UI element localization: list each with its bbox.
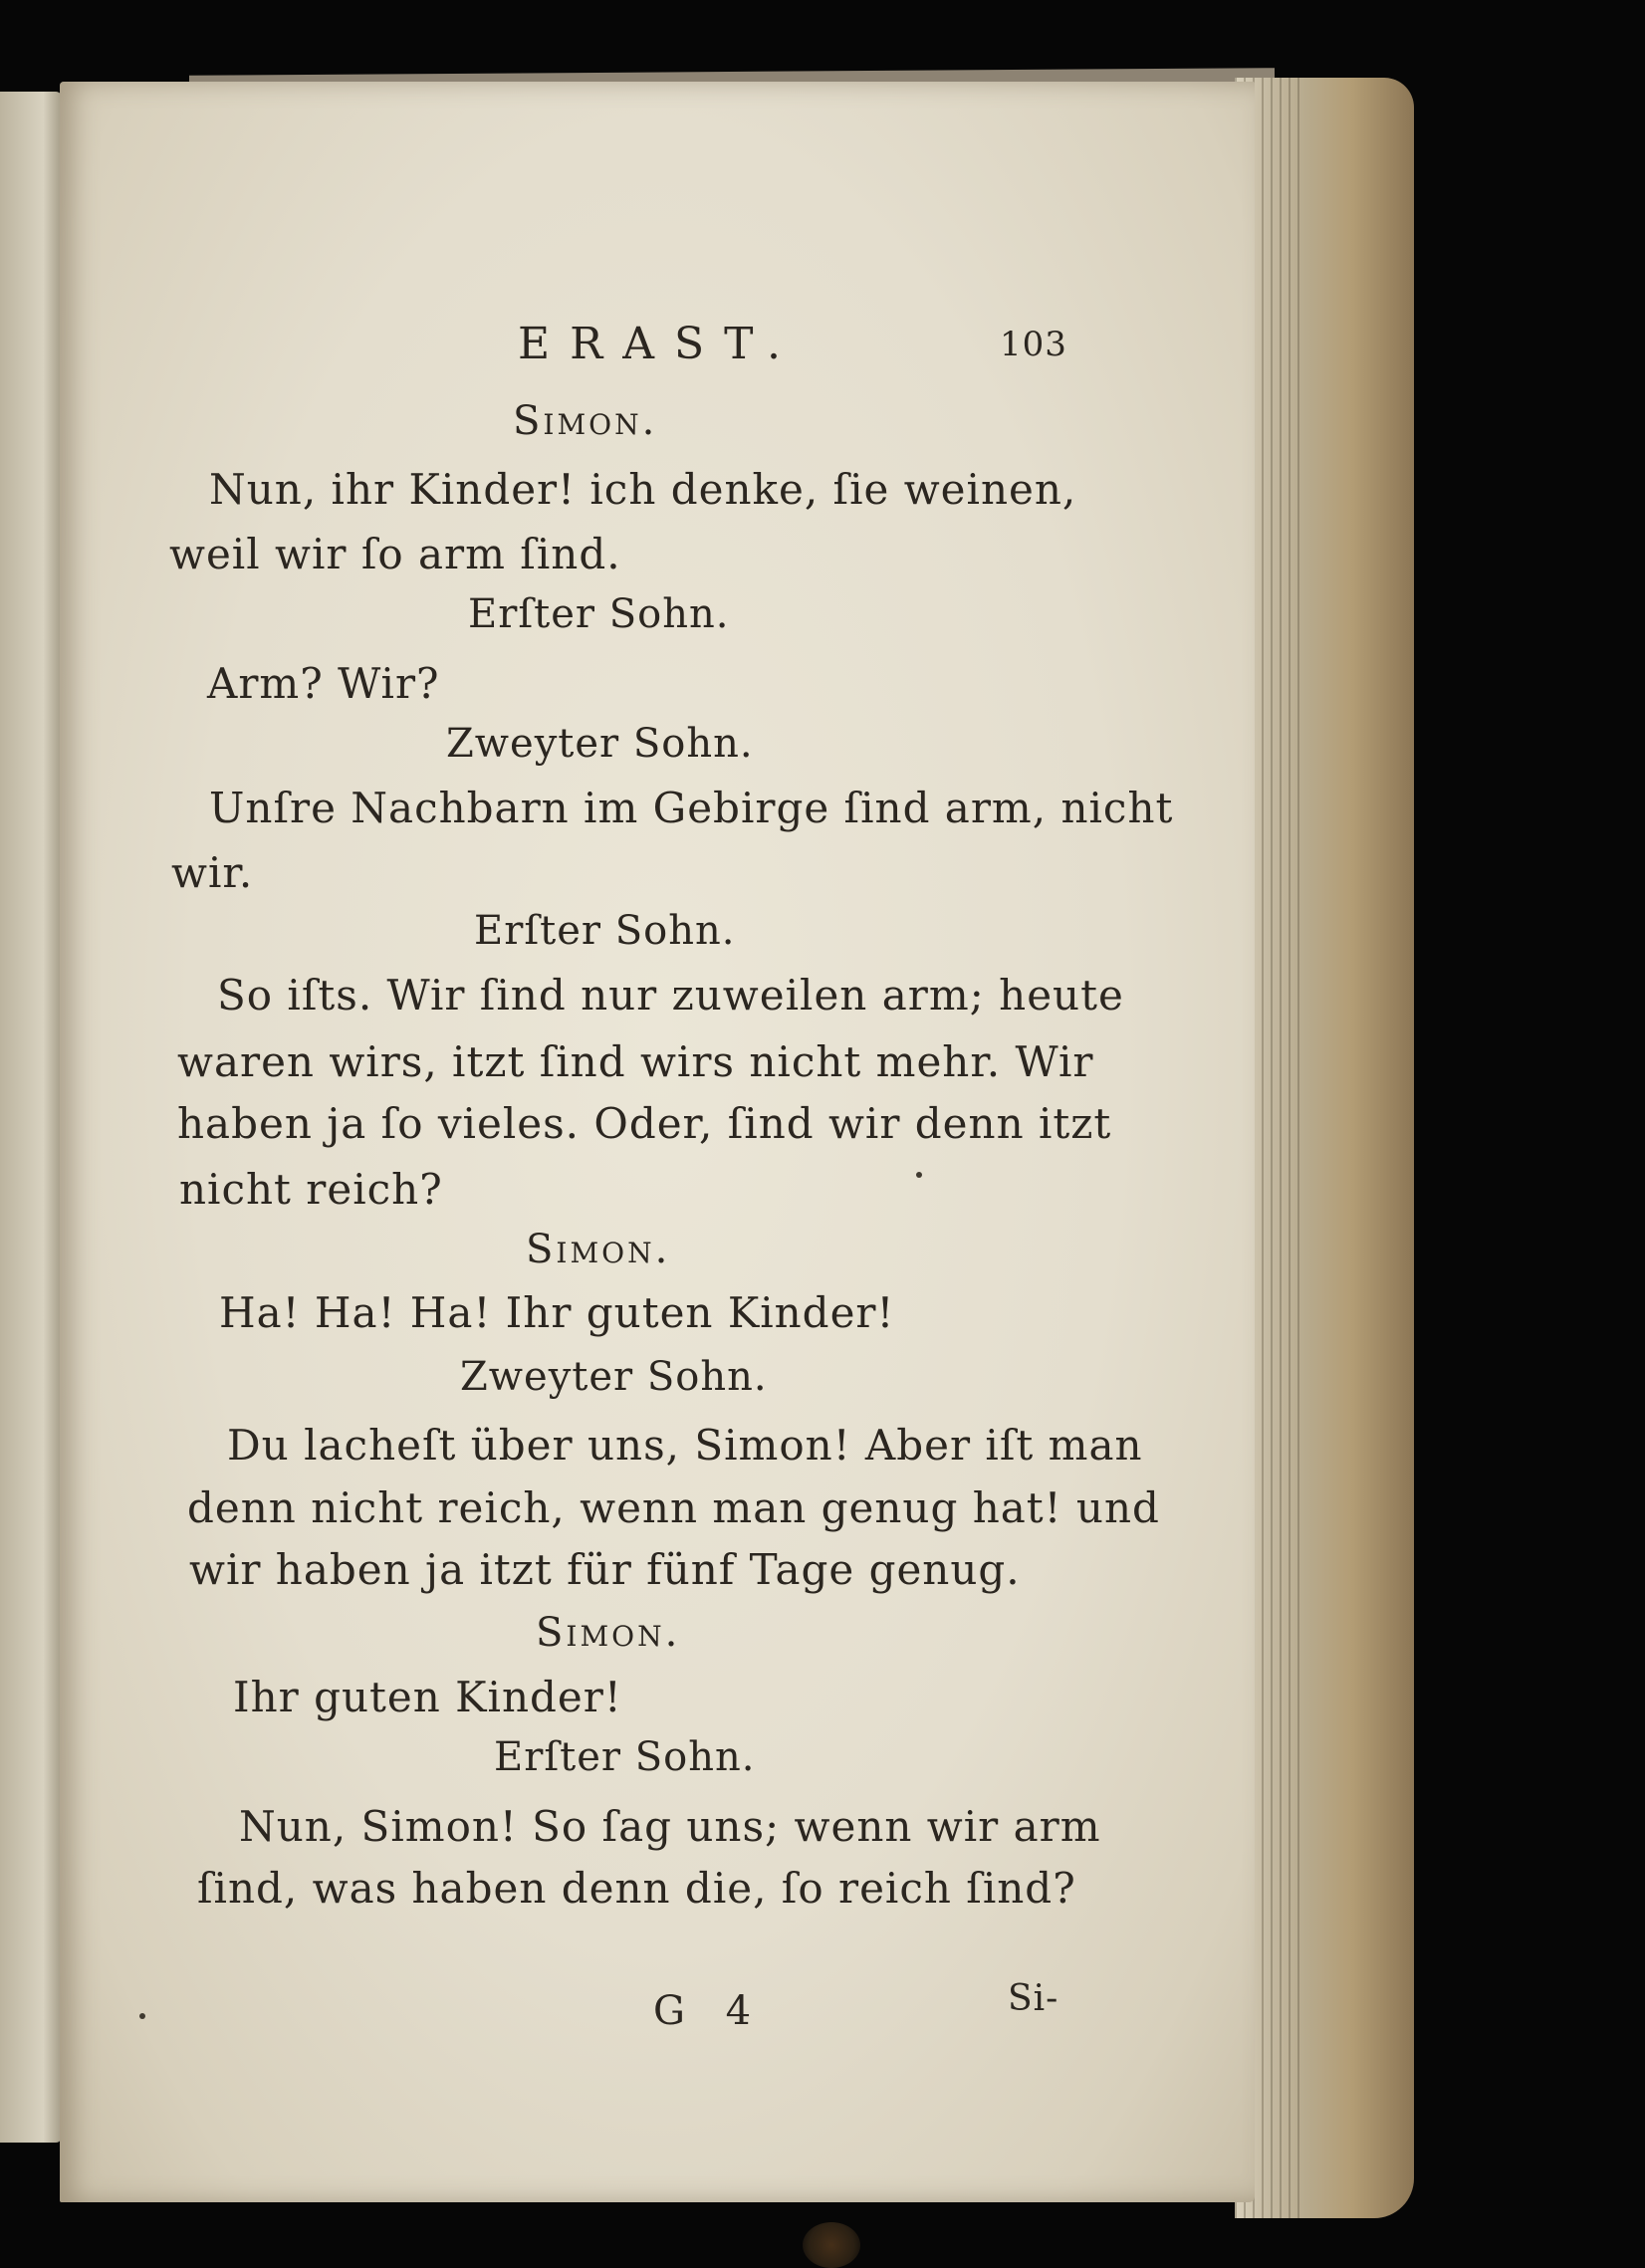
text-line: Ihr guten Kinder! (233, 1673, 622, 1721)
text-line: wir haben ja itzt für fünf Tage genug. (189, 1545, 1021, 1594)
page-block-edges (1235, 78, 1414, 2218)
text-line: denn nicht reich, wenn man genug hat! und (187, 1483, 1160, 1532)
speaker-heading: Zweyter Sohn. (446, 721, 754, 767)
text-line: ſind, was haben denn die, ſo reich ſind? (197, 1864, 1076, 1913)
running-title: ERAST. (518, 319, 802, 369)
text-line: nicht reich? (179, 1165, 443, 1214)
speaker-heading: Zweyter Sohn. (460, 1354, 768, 1400)
text-line: waren wirs, itzt ſind wirs nicht mehr. Wir (177, 1037, 1094, 1086)
text-line: So iſts. Wir ſind nur zuweilen arm; heute (217, 971, 1124, 1020)
facing-page-edge (0, 92, 62, 2143)
catchword: Si- (1008, 1978, 1059, 2019)
text-line: Unſre Nachbarn im Gebirge ſind arm, nicht (209, 784, 1174, 832)
text-line: Nun, Simon! So ſag uns; wenn wir arm (239, 1802, 1101, 1851)
book-page (60, 82, 1255, 2202)
speaker-heading: Simon. (526, 1227, 671, 1272)
text-line: Arm? Wir? (207, 659, 440, 708)
text-line: wir. (171, 848, 254, 897)
text-line: weil wir ſo arm ſind. (169, 530, 621, 578)
ink-speck (139, 2013, 145, 2019)
speaker-heading: Simon. (536, 1610, 681, 1656)
page-number: 103 (1000, 325, 1067, 364)
text-line: haben ja ſo vieles. Oder, ſind wir denn itzt (177, 1099, 1112, 1148)
page-stain (803, 2222, 860, 2268)
speaker-heading: Erſter Sohn. (468, 591, 730, 637)
printer-signature: G 4 (653, 1988, 766, 2034)
text-line: Nun, ihr Kinder! ich denke, ſie weinen, (209, 465, 1077, 514)
speaker-heading: Simon. (513, 398, 658, 444)
speaker-heading: Erſter Sohn. (494, 1734, 756, 1780)
ink-speck (916, 1172, 922, 1178)
text-line: Du lacheſt über uns, Simon! Aber iſt man (227, 1421, 1143, 1470)
speaker-heading: Erſter Sohn. (474, 908, 736, 954)
text-line: Ha! Ha! Ha! Ihr guten Kinder! (219, 1288, 895, 1337)
